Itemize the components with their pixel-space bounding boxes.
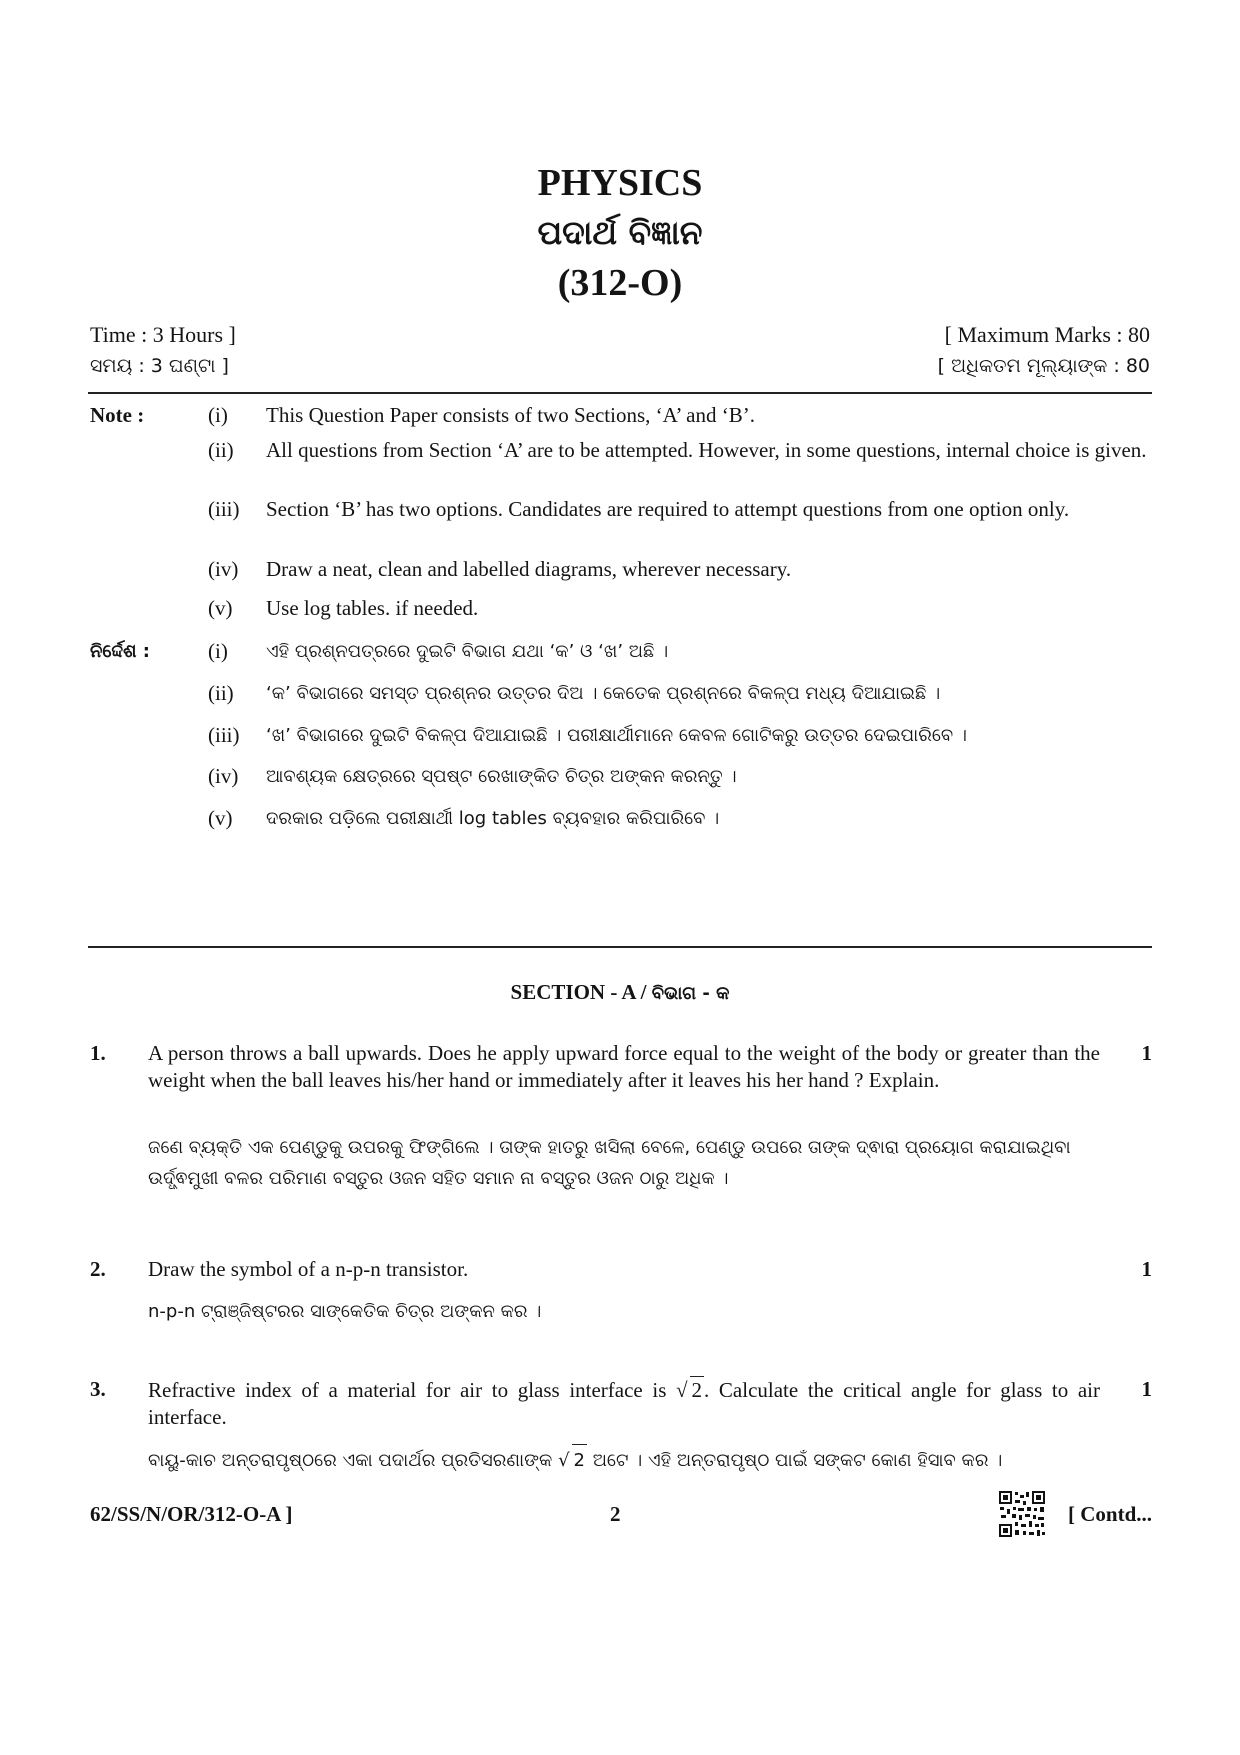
title-odia: ପଦାର୍ଥ ବିଜ୍ଞାନ (537, 213, 703, 252)
note-label: Note : (90, 403, 145, 427)
question-marks: 1 (1141, 1377, 1152, 1401)
section-heading-english: SECTION - A / (510, 980, 652, 1004)
question-text: Refractive index of a material for air to glass interface is √ 2. Calculate the critical angle for glass to air interface. (148, 1378, 1100, 1429)
question-text-odia: ବାୟୁ-କାଚ ଅନ୍ତରାପୃଷ୍ଠରେ ଏକା ପଦାର୍ଥର ପ୍ରତିସରଣାଙ୍କ √ 2 ଅଟେ । ଏହି ଅନ୍ତରାପୃଷ୍ଠ ପାଇଁ ସଙ୍କଟ କୋଣ ହିସାବ କର । (148, 1444, 1100, 1476)
note-text: Draw a neat, clean and labelled diagrams, wherever necessary. (266, 557, 792, 581)
meta-row-odia (90, 355, 1150, 377)
time-label: Time : 3 Hours ] (90, 322, 236, 347)
note-number: (iii) (208, 497, 240, 521)
question-text-odia: ଜଣେ ବ୍ୟକ୍ତି ଏକ ପେଣ୍ଡୁକୁ ଉପରକୁ ଫିଙ୍ଗିଲେ । ତାଙ୍କ ହାତରୁ ଖସିଲା ବେଳେ, ପେଣ୍ଡୁ ଉପରେ ତାଙ୍କ ଦ୍ଵାରା ପ୍ରୟୋଗ କରାଯାଇଥିବା ଉର୍ଦ୍ଧ୍ଵମୁଖୀ ବଳର ପରିମାଣ ବସ୍ତୁର ଓଜନ ସହିତ ସମାନ ନା ବସ୍ତୁର ଓଜନ ଠାରୁ ଅଧିକ । (148, 1137, 1071, 1189)
subject-code: (312-O) (557, 262, 683, 304)
meta-row-english (90, 322, 1150, 348)
note-text-odia: ‘କ’ ବିଭାଗରେ ସମସ୍ତ ପ୍ରଶ୍ନର ଉତ୍ତର ଦିଅ । କେତେକ ପ୍ରଶ୍ନରେ ବିକଳ୍ପ ମଧ୍ୟ ଦିଆଯାଇଛି । (266, 683, 941, 704)
question-text-odia: n-p-n ଟ୍ରାଞ୍ଜିଷ୍ଟରର ସାଙ୍କେତିକ ଚିତ୍ର ଅଙ୍କନ କର । (148, 1301, 542, 1322)
note-number: (iv) (208, 764, 239, 788)
continued-label: [ Contd... (1067, 1502, 1152, 1526)
divider-section (88, 946, 1152, 948)
question-text-odia-part: ବାୟୁ-କାଚ ଅନ୍ତରାପୃଷ୍ଠରେ ଏକା ପଦାର୍ଥର ପ୍ରତିସରଣାଙ୍କ (148, 1450, 559, 1471)
question-text: A person throws a ball upwards. Does he apply upward force equal to the weight of the body or greater than the weight when the ball leaves his/her hand or immediately after it leaves his her hand ? Explain. (148, 1041, 1100, 1092)
section-heading (0, 980, 1240, 1005)
note-text-odia: ଦରକାର ପଡ଼ିଲେ ପରୀକ୍ଷାର୍ଥୀ log tables ବ୍ୟବହାର କରିପାରିବେ । (266, 808, 720, 829)
paper-code: 62/SS/N/OR/312-O-A ] (90, 1502, 293, 1526)
question-number: 3. (90, 1377, 106, 1401)
qr-code-icon (998, 1490, 1046, 1538)
note-number: (iv) (208, 557, 239, 581)
note-number: (ii) (208, 681, 234, 705)
question-text: Draw the symbol of a n-p-n transistor. (148, 1257, 469, 1281)
note-text-odia: ଏହି ପ୍ରଶ୍ନପତ୍ରରେ ଦୁଇଟି ବିଭାଗ ଯଥା ‘କ’ ଓ ‘ଖ’ ଅଛି । (266, 641, 669, 662)
note-text: Section ‘B’ has two options. Candidates are required to attempt questions from one option only. (266, 497, 1070, 521)
title-english: PHYSICS (537, 162, 703, 204)
question-text-odia-part: ଅଟେ । ଏହି ଅନ୍ତରାପୃଷ୍ଠ ପାଇଁ ସଙ୍କଟ କୋଣ ହିସାବ କର । (587, 1450, 1003, 1471)
note-number: (i) (208, 403, 228, 427)
sqrt-value: 2 (572, 1444, 587, 1476)
note-number: (iii) (208, 723, 240, 747)
note-text: All questions from Section ‘A’ are to be attempted. However, in some questions, internal choice is given. (266, 438, 1147, 462)
note-number: (v) (208, 596, 233, 620)
note-label-odia: ନିର୍ଦ୍ଦେଶ : (90, 641, 150, 662)
note-text: This Question Paper consists of two Sections, ‘A’ and ‘B’. (266, 403, 755, 427)
question-marks: 1 (1141, 1257, 1152, 1281)
note-number: (i) (208, 639, 228, 663)
sqrt-value: 2 (691, 1378, 703, 1402)
note-text: Use log tables. if needed. (266, 596, 479, 620)
note-text-odia: ‘ଖ’ ବିଭାଗରେ ଦୁଇଟି ବିକଳ୍ପ ଦିଆଯାଇଛି । ପରୀକ୍ଷାର୍ଥୀମାନେ କେବଳ ଗୋଟିକରୁ ଉତ୍ତର ଦେଇପାରିବେ । (266, 725, 967, 746)
title-block (0, 158, 1240, 308)
time-label-odia: ସମୟ : 3 ଘଣ୍ଟା ] (90, 355, 229, 377)
divider-top (88, 392, 1152, 394)
section-heading-odia: ବିଭାଗ - କ (651, 983, 730, 1004)
question-text-part: . Calculate the critical angle for glass to air interface. (148, 1378, 1100, 1429)
question-number: 1. (90, 1041, 106, 1065)
note-number: (ii) (208, 438, 234, 462)
max-marks-label-odia: [ ଅଧିକତମ ମୂଲ୍ୟାଙ୍କ : 80 (937, 355, 1150, 377)
question-text-part: Refractive index of a material for air to glass interface is (148, 1378, 677, 1402)
note-number: (v) (208, 806, 233, 830)
note-text-odia: ଆବଶ୍ୟକ କ୍ଷେତ୍ରରେ ସ୍ପଷ୍ଟ ରେଖାଙ୍କିତ ଚିତ୍ର ଅଙ୍କନ କରନ୍ତୁ । (266, 766, 737, 787)
question-marks: 1 (1141, 1041, 1152, 1065)
page-number: 2 (610, 1502, 621, 1526)
max-marks-label: [ Maximum Marks : 80 (944, 322, 1150, 347)
question-number: 2. (90, 1257, 106, 1281)
